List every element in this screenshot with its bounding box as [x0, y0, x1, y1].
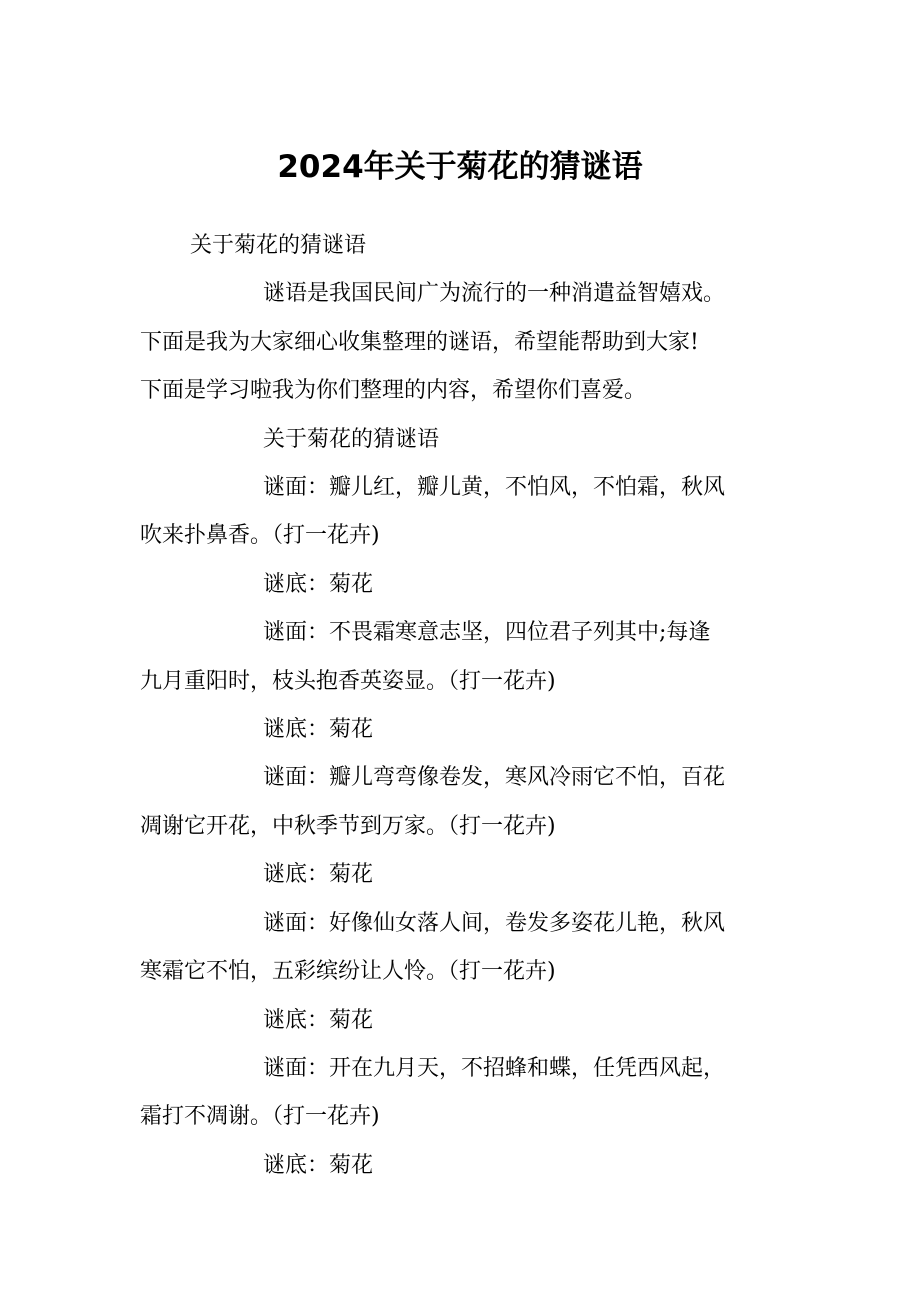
riddle-5-question-line-1: 谜面：开在九月天，不招蜂和蝶，任凭西风起，: [263, 1055, 726, 1081]
intro-line-3: 下面是学习啦我为你们整理的内容，希望你们喜爱。: [140, 378, 647, 404]
riddle-4-answer: 谜底：菊花: [263, 1007, 374, 1033]
riddle-3-question-line-2: 凋谢它开花，中秋季节到万家。（打一花卉): [140, 813, 556, 839]
riddle-3-answer: 谜底：菊花: [263, 862, 374, 888]
document-body: [140, 222, 800, 1190]
riddle-5-question-line-2: 霜打不凋谢。（打一花卉): [140, 1104, 380, 1130]
riddle-4-question-line-2: 寒霜它不怕，五彩缤纷让人怜。（打一花卉): [140, 959, 556, 985]
intro-line-1: 谜语是我国民间广为流行的一种消遣益智嬉戏。: [263, 281, 726, 307]
riddle-4-question-line-1: 谜面：好像仙女落人间，卷发多姿花儿艳，秋风: [263, 910, 726, 936]
riddle-1-question-line-1: 谜面：瓣儿红，瓣儿黄，不怕风，不怕霜，秋风: [263, 475, 726, 501]
document-title: 2024年关于菊花的猜谜语: [277, 149, 643, 185]
intro-line-2: 下面是我为大家细心收集整理的谜语，希望能帮助到大家!: [140, 329, 699, 355]
riddle-2-question-line-2: 九月重阳时，枝头抱香英姿显。（打一花卉): [140, 668, 556, 694]
riddle-1-question-line-2: 吹来扑鼻香。（打一花卉): [140, 523, 380, 549]
riddle-1-answer: 谜底：菊花: [263, 571, 374, 597]
riddle-2-question-line-1: 谜面：不畏霜寒意志坚，四位君子列其中;每逢: [263, 620, 711, 646]
section-heading: 关于菊花的猜谜语: [263, 426, 440, 452]
riddle-5-answer: 谜底：菊花: [263, 1152, 374, 1178]
riddle-2-answer: 谜底：菊花: [263, 717, 374, 743]
riddle-3-question-line-1: 谜面：瓣儿弯弯像卷发，寒风冷雨它不怕，百花: [263, 765, 726, 791]
subtitle: 关于菊花的猜谜语: [190, 233, 367, 258]
